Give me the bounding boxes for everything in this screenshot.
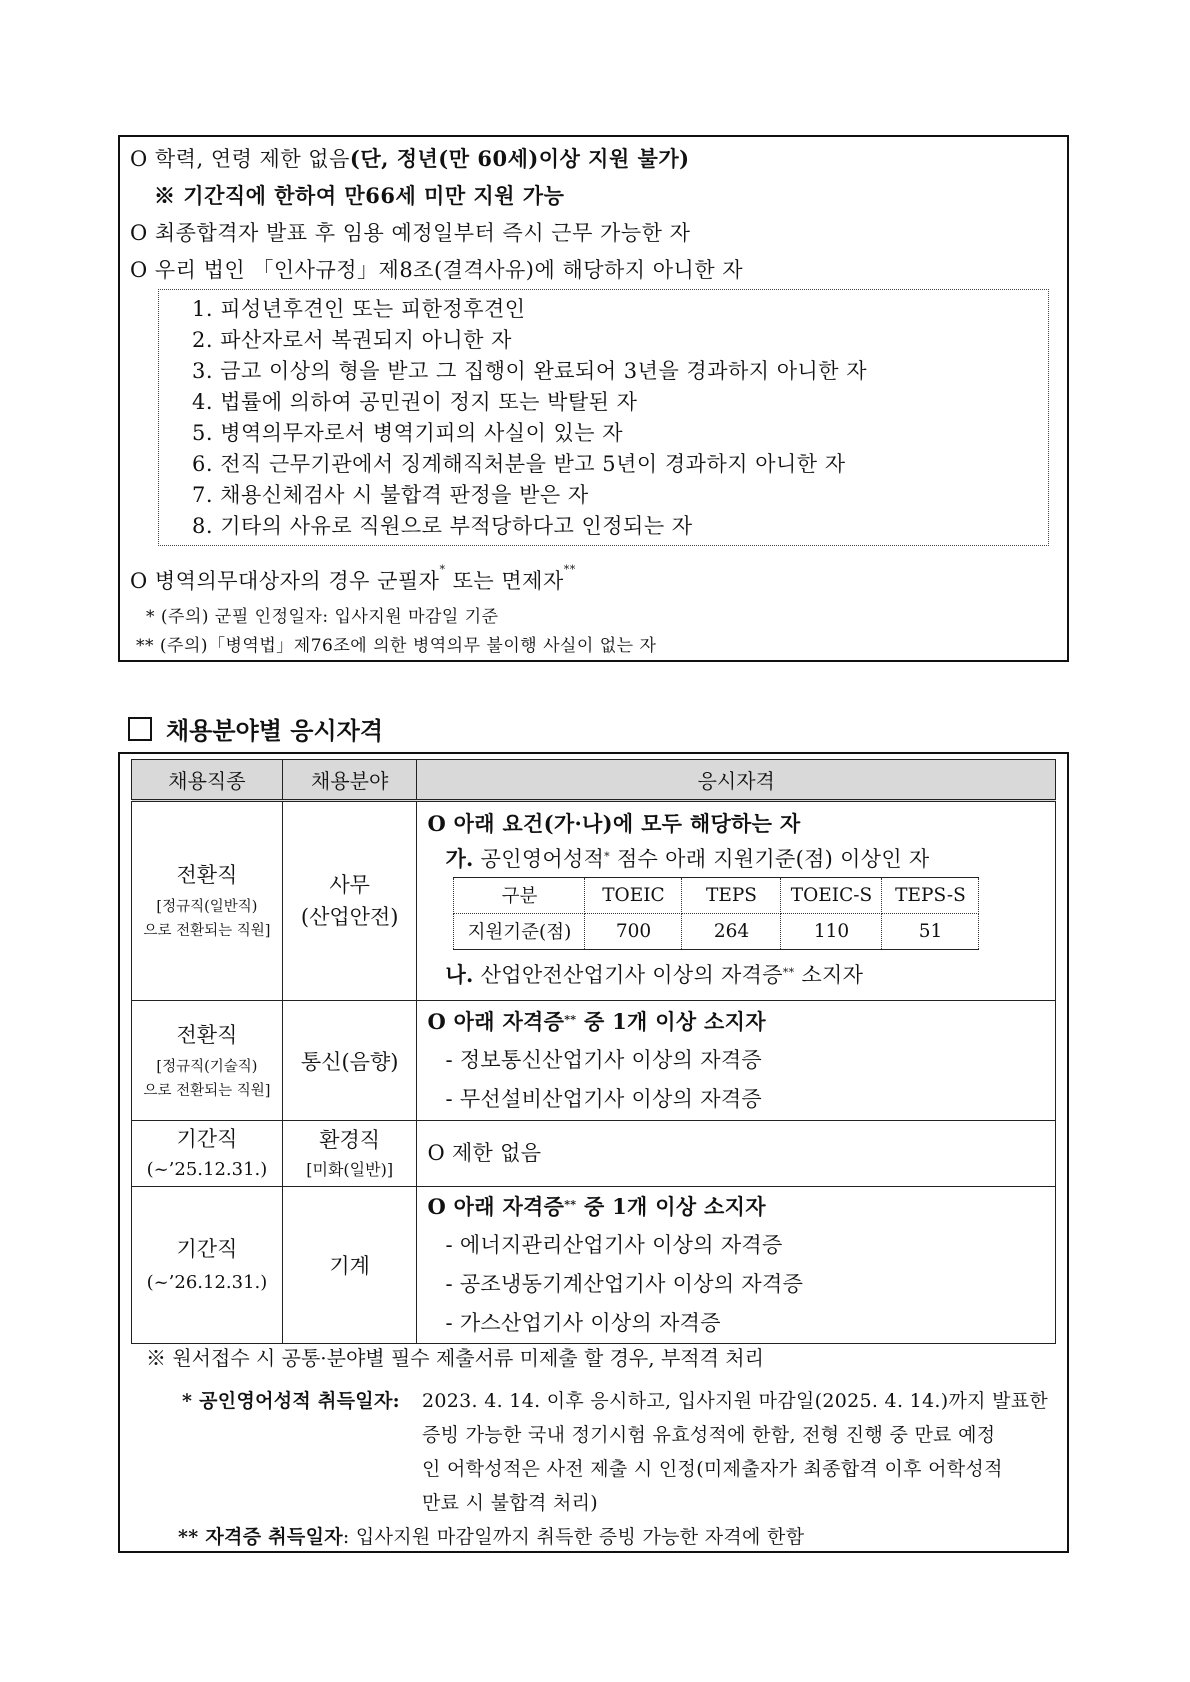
disqualification-item: 8. 기타의 사유로 직원으로 부적당하다고 인정되는 자 [192, 514, 693, 538]
row4-q-title-sup: ** [564, 1198, 577, 1211]
military-sup-2: ** [563, 563, 576, 576]
table-row [132, 1001, 1056, 1121]
row2-q-title-b: 중 1개 이상 소지자 [576, 1009, 766, 1034]
score-header-cell: TOEIC [585, 877, 682, 913]
row2-q-item: - 무선설비산업기사 이상의 자격증 [445, 1087, 762, 1111]
military-line [130, 565, 576, 595]
row1-q-na-label: 나. [445, 961, 474, 987]
eligibility-box [118, 135, 1069, 662]
disqualification-item: 3. 금고 이상의 형을 받고 그 집행이 완료되어 3년을 경과하지 아니한 자 [192, 359, 868, 383]
row4-field: 기계 [282, 1187, 417, 1344]
row4-q-title-a: O 아래 자격증 [427, 1194, 565, 1219]
row1-q-na [417, 954, 1055, 996]
eligibility-line-1-bold: (단, 정년(만 60세)이상 지원 불가) [349, 146, 690, 171]
table-row [132, 1121, 1056, 1187]
row1-q-ga-text: 공인영어성적 [473, 846, 605, 871]
row1-q-ga-sup: * [604, 849, 610, 863]
row2-q-item: - 정보통신산업기사 이상의 자격증 [445, 1048, 762, 1072]
eligibility-line-1-text: O 학력, 연령 제한 없음 [130, 147, 350, 171]
table-row [132, 1187, 1056, 1344]
disqualification-item: 7. 채용신체검사 시 불합격 판정을 받은 자 [192, 483, 589, 507]
eligibility-line-1 [130, 143, 690, 173]
row1-type: 전환직 [176, 863, 238, 887]
row1-q-title: O 아래 요건(가·나)에 모두 해당하는 자 [427, 810, 801, 836]
row1-q-na-rest: 소지자 [794, 962, 864, 987]
row1-q-ga [417, 841, 1055, 877]
score-header-cell: TEPS-S [882, 877, 979, 913]
row4-q-item: - 에너지관리산업기사 이상의 자격증 [445, 1233, 783, 1257]
row1-field [282, 801, 417, 1001]
footnote-1-line: 2023. 4. 14. 이후 응시하고, 입사지원 마감일(2025. 4. 14.)까지 발표한 [422, 1390, 1049, 1412]
eligibility-line-4: O 우리 법인 「인사규정」제8조(결격사유)에 해당하지 아니한 자 [130, 258, 744, 282]
row2-q-title-a: O 아래 자격증 [427, 1009, 565, 1034]
military-text-b: 또는 면제자 [445, 569, 564, 593]
disqualification-item: 2. 파산자로서 복권되지 아니한 자 [192, 328, 512, 352]
row4-q-item: - 가스산업기사 이상의 자격증 [445, 1311, 721, 1335]
row4-q-title-b: 중 1개 이상 소지자 [576, 1194, 766, 1219]
eligibility-line-3: O 최종합격자 발표 후 임용 예정일부터 즉시 근무 가능한 자 [130, 221, 691, 245]
row1-q-ga-rest: 점수 아래 지원기준(점) 이상인 자 [609, 846, 930, 871]
row4-job-type [132, 1187, 283, 1344]
row1-field-2: (산업안전) [300, 905, 399, 929]
score-header-cell: TEPS [682, 877, 781, 913]
table-header-row [132, 760, 1056, 801]
military-note-1: * (주의) 군필 인정일자: 입사지원 마감일 기준 [146, 607, 499, 627]
row3-field-2: [미화(일반)] [306, 1159, 394, 1179]
row3-period: (~’25.12.31.) [146, 1158, 268, 1180]
military-note-2: ** (주의)「병역법」제76조에 의한 병역의무 불이행 사실이 없는 자 [136, 636, 657, 656]
row3-job-type [132, 1121, 283, 1187]
row3-field-1: 환경직 [319, 1127, 381, 1152]
footnote-1-label: * 공인영어성적 취득일자: [182, 1390, 400, 1412]
row3-q: O 제한 없음 [427, 1141, 542, 1165]
row1-job-type [132, 801, 283, 1001]
score-header-cell: 구분 [454, 877, 585, 913]
note-main: ※ 원서접수 시 공통·분야별 필수 제출서류 미제출 할 경우, 부적격 처리 [146, 1346, 764, 1370]
eligibility-line-2: ※ 기간직에 한하여 만66세 미만 지원 가능 [154, 183, 565, 208]
score-header-cell: TOEIC-S [781, 877, 882, 913]
disqualification-item: 4. 법률에 의하여 공민권이 정지 또는 박탈된 자 [192, 390, 638, 414]
row1-q-ga-label: 가. [445, 845, 474, 871]
disqualification-item: 1. 피성년후견인 또는 피한정후견인 [192, 297, 526, 321]
section-title-text: 채용분야별 응시자격 [166, 716, 384, 745]
score-value-row [454, 913, 979, 949]
footnote-2-text: : 입사지원 마감일까지 취득한 증빙 가능한 자격에 한함 [342, 1526, 805, 1548]
row1-type-note-2: 으로 전환되는 직원] [143, 923, 271, 939]
row2-type-note-2: 으로 전환되는 직원] [143, 1082, 271, 1099]
score-value-cell: 51 [882, 913, 979, 949]
score-value-cell: 700 [585, 913, 682, 949]
row3-field [282, 1121, 417, 1187]
row1-q-na-sup: ** [782, 965, 795, 979]
row1-type-note-1: [정규직(일반직) [156, 899, 258, 915]
row2-job-type [132, 1001, 283, 1121]
disqualification-box [158, 289, 1049, 546]
row1-q-na-text: 산업안전산업기사 이상의 자격증 [473, 962, 783, 987]
footnote-2 [178, 1522, 804, 1549]
military-sup-1: * [439, 563, 446, 576]
footnote-2-label: ** 자격증 취득일자 [178, 1526, 343, 1548]
disqualification-item: 6. 전직 근무기관에서 징계해직처분을 받고 5년이 경과하지 아니한 자 [192, 452, 846, 476]
row2-field: 통신(음향) [282, 1001, 417, 1121]
footnote-1-line: 증빙 가능한 국내 정기시험 유효성적에 한함, 전형 진행 중 만료 예정 [422, 1424, 996, 1446]
footnote-1-line: 만료 시 불합격 처리) [422, 1492, 598, 1514]
row4-period: (~’26.12.31.) [146, 1272, 268, 1293]
row2-type-note-1: [정규직(기술직) [156, 1058, 258, 1075]
section-title [128, 711, 383, 746]
row2-q-title [417, 1002, 1055, 1041]
row2-qualification [417, 1001, 1056, 1121]
disqualification-item: 5. 병역의무자로서 병역기피의 사실이 있는 자 [192, 421, 624, 445]
score-value-cell: 264 [682, 913, 781, 949]
row3-type: 기간직 [176, 1126, 238, 1151]
military-text-a: O 병역의무대상자의 경우 군필자 [130, 569, 440, 593]
qualification-table [131, 759, 1056, 1344]
row2-type: 전환직 [176, 1022, 238, 1047]
row4-q-item: - 공조냉동기계산업기사 이상의 자격증 [445, 1272, 804, 1296]
header-qualification: 응시자격 [417, 760, 1056, 801]
row4-qualification [417, 1187, 1056, 1344]
row4-q-title [417, 1187, 1055, 1226]
row3-qualification [417, 1121, 1056, 1187]
score-value-cell: 110 [781, 913, 882, 949]
table-row [132, 801, 1056, 1001]
score-value-cell: 지원기준(점) [454, 913, 585, 949]
footnote-1-line: 인 어학성적은 사전 제출 시 인정(미제출자가 최종합격 이후 어학성적 [422, 1458, 1003, 1480]
score-header-row [454, 877, 979, 913]
english-score-table [453, 877, 979, 950]
header-job-type: 채용직종 [132, 760, 283, 801]
row2-q-title-sup: ** [564, 1013, 577, 1026]
row4-type: 기간직 [176, 1237, 238, 1261]
header-field: 채용분야 [282, 760, 417, 801]
qualification-box [118, 752, 1069, 1553]
row1-field-1: 사무 [329, 873, 370, 897]
checkbox-square-icon [128, 717, 152, 741]
row1-qualification [417, 801, 1056, 1001]
